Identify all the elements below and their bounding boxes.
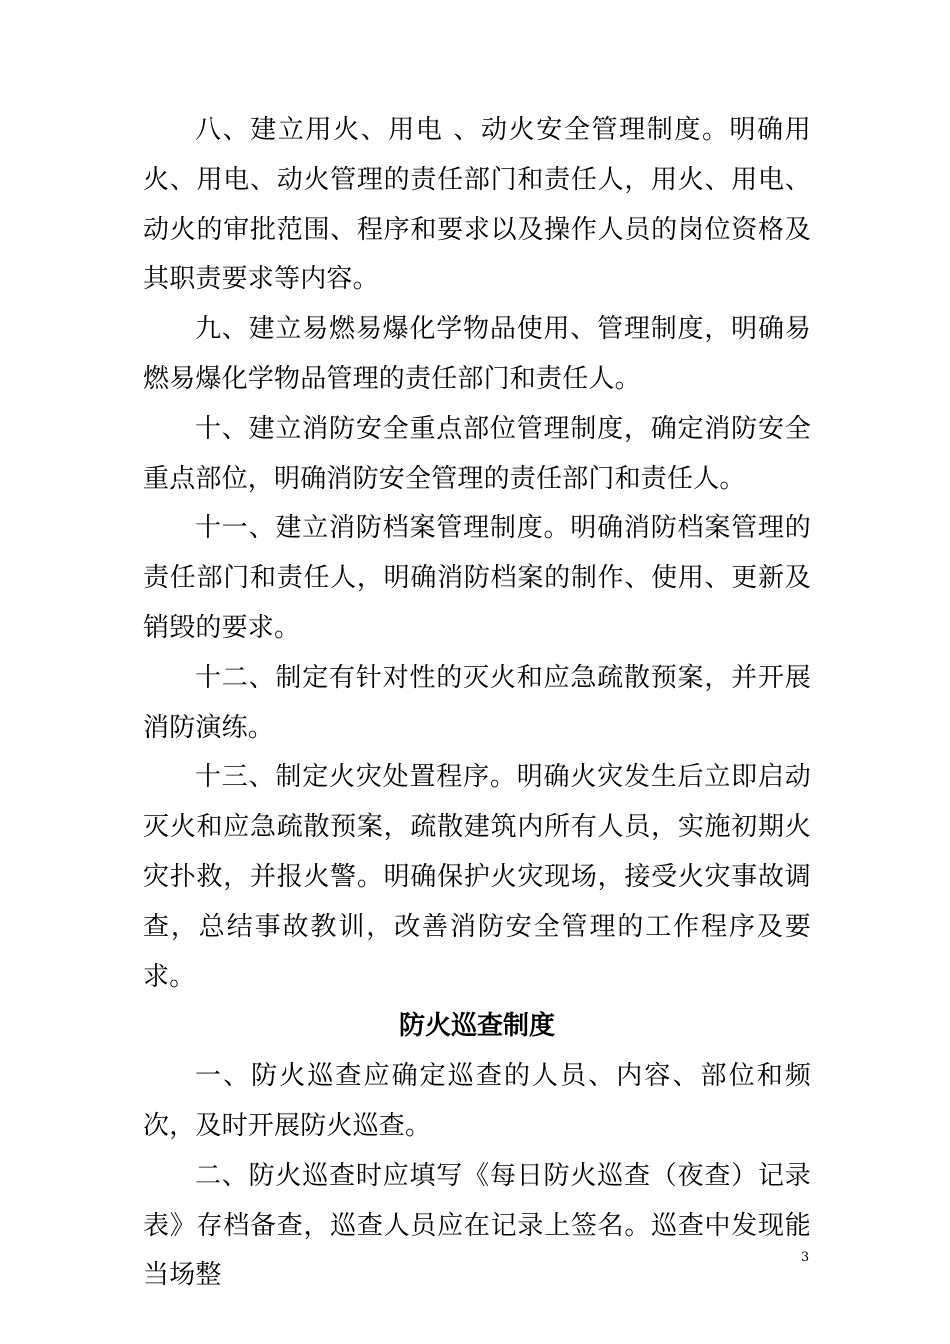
paragraph-8: 八、建立用火、用电 、动火安全管理制度。明确用火、用电、动火管理的责任部门和责任人，用火、用电、动火的审批范围、程序和要求以及操作人员的岗位资格及其职责要求等内容。 bbox=[143, 115, 811, 295]
paragraph-12: 十二、制定有针对性的灭火和应急疏散预案，并开展消防演练。 bbox=[143, 662, 811, 743]
patrol-paragraph-2: 二、防火巡查时应填写《每日防火巡查（夜查）记录表》存档备查，巡查人员应在记录上签名。巡查中发现能当场整 bbox=[143, 1160, 811, 1291]
document-body bbox=[143, 106, 811, 1301]
page-number: 3 bbox=[800, 1250, 810, 1265]
paragraph-10: 十、建立消防安全重点部位管理制度，确定消防安全重点部位，明确消防安全管理的责任部门和责任人。 bbox=[143, 413, 811, 494]
paragraph-13: 十三、制定火灾处置程序。明确火灾发生后立即启动灭火和应急疏散预案，疏散建筑内所有人员，实施初期火灾扑救，并报火警。明确保护火灾现场，接受火灾事故调查，总结事故教训，改善消防安全管理的工作程序及要求。 bbox=[143, 762, 811, 992]
paragraph-9: 九、建立易燃易爆化学物品使用、管理制度，明确易燃易爆化学物品管理的责任部门和责任人。 bbox=[143, 314, 811, 394]
paragraph-11: 十一、建立消防档案管理制度。明确消防档案管理的责任部门和责任人，明确消防档案的制作、使用、更新及销毁的要求。 bbox=[143, 513, 811, 643]
section-heading: 防火巡查制度 bbox=[398, 1011, 555, 1042]
patrol-paragraph-1: 一、防火巡查应确定巡查的人员、内容、部位和频次，及时开展防火巡查。 bbox=[143, 1061, 811, 1141]
